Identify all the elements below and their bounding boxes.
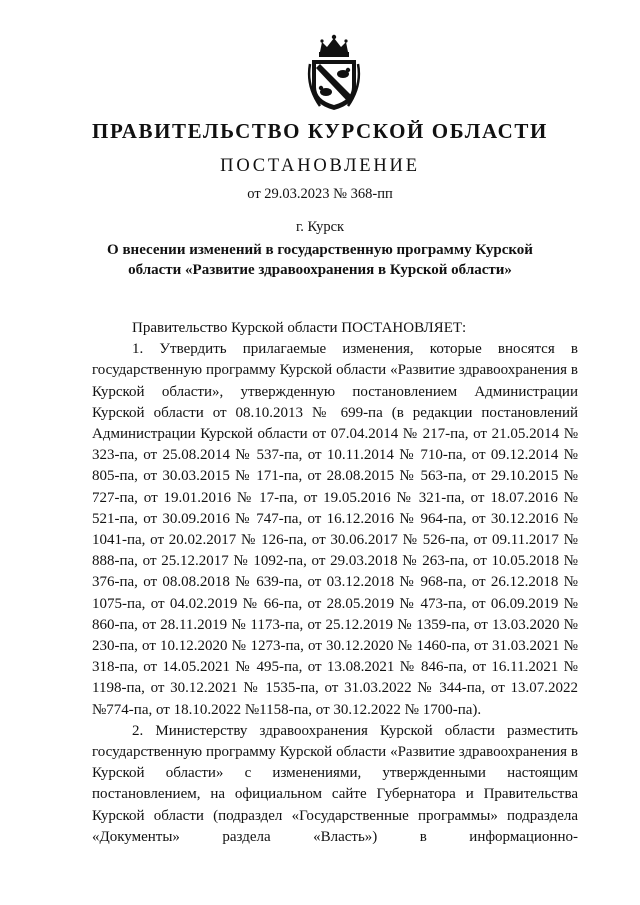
document-type-heading: ПОСТАНОВЛЕНИЕ bbox=[220, 156, 420, 176]
document-date-number: от 29.03.2023 № 368-пп bbox=[247, 186, 393, 202]
item-2-paragraph: 2. Министерству здравоохранения Курской области разместить государственную программу Курской области «Развитие здравоохранения в Курской области» с изменениями, утвержденными настоящим постановлением, на официальном сайте Губернатора и Правительства Курской области (подраздел «Государственные программы» подраздела «Документы» раздела «Власть») в информационно- bbox=[92, 722, 578, 845]
preamble-paragraph: Правительство Курской области ПОСТАНОВЛЯЕТ: bbox=[132, 320, 467, 336]
title-line-2: области «Развитие здравоохранения в Курской области» bbox=[128, 262, 512, 278]
coat-of-arms-emblem bbox=[306, 34, 362, 112]
title-line-1: О внесении изменений в государственную программу Курской bbox=[107, 242, 533, 258]
document-title bbox=[0, 240, 640, 280]
organization-heading: ПРАВИТЕЛЬСТВО КУРСКОЙ ОБЛАСТИ bbox=[92, 119, 548, 143]
document-city: г. Курск bbox=[295, 219, 345, 235]
document-body bbox=[92, 318, 578, 848]
item-1-paragraph: 1. Утвердить прилагаемые изменения, которые вносятся в государственную программу Курской области «Развитие здравоохранения в Курской области», утвержденную постановлением Администрации Курской области от 08.10.2013 № 699-па (в редакции постановлений Администрации Курской области от 07.04.2014 № 217-па, от 21.05.2014 № 323-па, от 25.08.2014 № 537-па, от 10.11.2014 № 710-па, от 09.12.2014 № 805-па, от 30.03.2015 № 171-па, от 28.08.2015 № 563-па, от 29.10.2015 № 727-па, от 19.01.2016 № 17-па, от 19.05.2016 № 321-па, от 18.07.2016 № 521-па, от 30.09.2016 № 747-па, от 16.12.2016 № 964-па, от 30.12.2016 № 1041-па, от 20.02.2017 № 126-па, от 30.06.2017 № 526-па, от 09.11.2017 № 888-па, от 25.12.2017 № 1092-па, от 29.03.2018 № 263-па, от 10.05.2018 № 376-па, от 08.08.2018 № 639-па, от 03.12.2018 № 968-па, от 26.12.2018 № 1075-па, от 04.02.2019 № 66-па, от 28.05.2019 № 473-па, от 06.09.2019 № 860-па, от 28.11.2019 № 1173-па, от 25.12.2019 № 1359-па, от 13.03.2020 № 230-па, от 10.12.2020 № 1273-па, от 30.12.2020 № 1460-па, от 31.03.2021 № 318-па, от 14.05.2021 № 495-па, от 13.08.2021 № 846-па, от 16.11.2021 № 1198-па, от 30.12.2021 № 1535-па, от 31.03.2022 № 344-па, от 13.07.2022 №774-па, от 18.10.2022 №1158-па, от 30.12.2022 № 1700-па). bbox=[92, 341, 578, 718]
